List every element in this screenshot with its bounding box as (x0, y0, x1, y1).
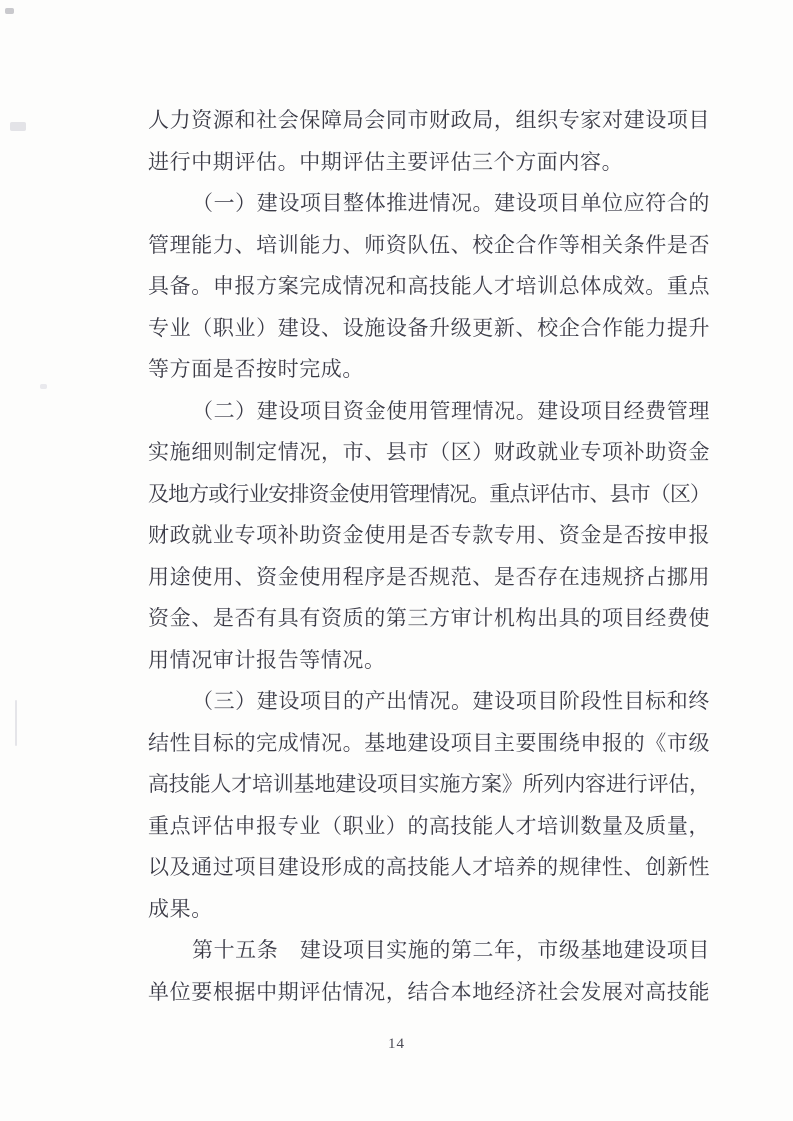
scan-artifact (40, 384, 47, 389)
text-line: （一）建设项目整体推进情况。建设项目单位应符合的 (192, 191, 710, 215)
text-line: 财政就业专项补助资金使用是否专款专用、资金是否按申报 (148, 523, 711, 547)
text-line: 实施细则制定情况，市、县市（区）财政就业专项补助资金 (148, 440, 711, 464)
text-line: 专业（职业）建设、设施设备升级更新、校企合作能力提升 (148, 315, 711, 340)
text-line: 用情况审计报告等情况。 (148, 647, 386, 672)
text-line: 结性目标的完成情况。基地建设项目主要围绕申报的《市级 (148, 730, 711, 755)
document-body (148, 100, 710, 1013)
scan-artifact (15, 700, 17, 746)
text-line: 等方面是否按时完成。 (148, 357, 364, 381)
text-line: 第十五条 建设项目实施的第二年，市级基地建设项目 (192, 938, 710, 962)
text-line: 管理能力、培训能力、师资队伍、校企合作等相关条件是否 (148, 232, 711, 257)
text-line: 用途使用、资金使用程序是否规范、是否存在违规挤占挪用 (148, 564, 711, 589)
text-line: 进行中期评估。中期评估主要评估三个方面内容。 (148, 149, 624, 174)
text-line: 资金、是否有具有资质的第三方审计机构出具的项目经费使 (148, 606, 711, 630)
text-line: 及地方或行业安排资金使用管理情况。重点评估市、县市（区） (148, 481, 710, 506)
text-line: （三）建设项目的产出情况。建设项目阶段性目标和终 (192, 689, 710, 713)
text-line: 具备。申报方案完成情况和高技能人才培训总体成效。重点 (148, 274, 711, 298)
text-line: （二）建设项目资金使用管理情况。建设项目经费管理 (192, 398, 710, 423)
text-line: 人力资源和社会保障局会同市财政局，组织专家对建设项目 (148, 108, 711, 132)
scan-artifact (5, 8, 14, 14)
text-line: 单位要根据中期评估情况，结合本地经济社会发展对高技能 (148, 979, 711, 1004)
text-line: 高技能人才培训基地建设项目实施方案》所列内容进行评估， (148, 772, 710, 796)
text-line: 成果。 (148, 896, 213, 921)
text-line: 以及通过项目建设形成的高技能人才培养的规律性、创新性 (148, 855, 711, 879)
page-number: 14 (388, 1036, 405, 1052)
text-line: 重点评估申报专业（职业）的高技能人才培训数量及质量， (148, 813, 711, 838)
scan-artifact (10, 122, 26, 131)
